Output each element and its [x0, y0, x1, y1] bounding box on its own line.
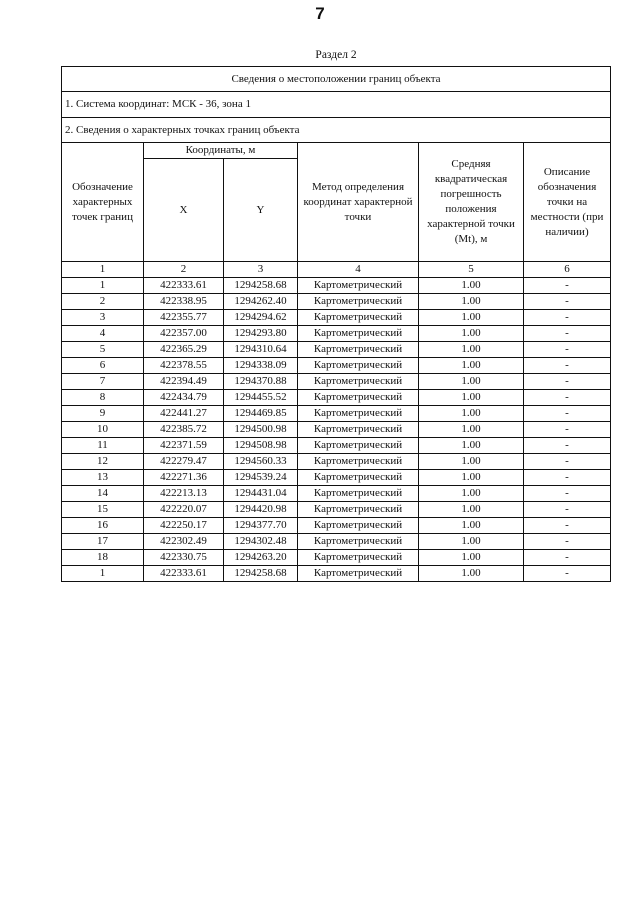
cell-x: 422441.27 — [144, 406, 224, 422]
cell-x: 422385.72 — [144, 422, 224, 438]
cell-x: 422302.49 — [144, 534, 224, 550]
cell-y: 1294377.70 — [224, 518, 298, 534]
table-row — [62, 310, 611, 326]
cell-description: - — [524, 566, 611, 582]
boundary-points-table — [61, 66, 611, 582]
table-row — [62, 422, 611, 438]
header-method: Метод определения координат характерной точки — [298, 143, 419, 262]
cell-method: Картометрический — [298, 278, 419, 294]
cell-method: Картометрический — [298, 470, 419, 486]
cell-y: 1294302.48 — [224, 534, 298, 550]
cell-error: 1.00 — [419, 550, 524, 566]
cell-method: Картометрический — [298, 406, 419, 422]
cell-point-number: 14 — [62, 486, 144, 502]
table-banner: Сведения о местоположении границ объекта — [62, 67, 611, 92]
cell-description: - — [524, 518, 611, 534]
cell-error: 1.00 — [419, 438, 524, 454]
cell-x: 422365.29 — [144, 342, 224, 358]
cell-error: 1.00 — [419, 278, 524, 294]
cell-y: 1294293.80 — [224, 326, 298, 342]
cell-error: 1.00 — [419, 342, 524, 358]
cell-point-number: 5 — [62, 342, 144, 358]
cell-error: 1.00 — [419, 358, 524, 374]
cell-error: 1.00 — [419, 374, 524, 390]
cell-description: - — [524, 454, 611, 470]
column-number: 6 — [524, 262, 611, 278]
table-row — [62, 454, 611, 470]
cell-point-number: 10 — [62, 422, 144, 438]
cell-point-number: 16 — [62, 518, 144, 534]
table-row — [62, 438, 611, 454]
cell-method: Картометрический — [298, 294, 419, 310]
table-row — [62, 550, 611, 566]
cell-point-number: 17 — [62, 534, 144, 550]
cell-point-number: 11 — [62, 438, 144, 454]
cell-point-number: 15 — [62, 502, 144, 518]
header-point-designation: Обозначение характерных точек границ — [62, 143, 144, 262]
cell-point-number: 12 — [62, 454, 144, 470]
cell-description: - — [524, 310, 611, 326]
cell-point-number: 9 — [62, 406, 144, 422]
cell-description: - — [524, 406, 611, 422]
table-row — [62, 390, 611, 406]
cell-x: 422279.47 — [144, 454, 224, 470]
table-row — [62, 294, 611, 310]
cell-description: - — [524, 550, 611, 566]
cell-error: 1.00 — [419, 406, 524, 422]
coordinate-system-line: 1. Система координат: МСК - 36, зона 1 — [62, 92, 611, 118]
cell-error: 1.00 — [419, 486, 524, 502]
cell-point-number: 1 — [62, 566, 144, 582]
cell-error: 1.00 — [419, 518, 524, 534]
cell-error: 1.00 — [419, 502, 524, 518]
cell-y: 1294338.09 — [224, 358, 298, 374]
cell-x: 422250.17 — [144, 518, 224, 534]
header-x: X — [144, 159, 224, 262]
cell-error: 1.00 — [419, 390, 524, 406]
cell-y: 1294560.33 — [224, 454, 298, 470]
column-number: 1 — [62, 262, 144, 278]
cell-x: 422333.61 — [144, 278, 224, 294]
cell-y: 1294500.98 — [224, 422, 298, 438]
cell-y: 1294539.24 — [224, 470, 298, 486]
cell-method: Картометрический — [298, 342, 419, 358]
cell-y: 1294310.64 — [224, 342, 298, 358]
cell-method: Картометрический — [298, 374, 419, 390]
cell-method: Картометрический — [298, 534, 419, 550]
cell-y: 1294294.62 — [224, 310, 298, 326]
table-row — [62, 374, 611, 390]
cell-description: - — [524, 326, 611, 342]
table-row — [62, 278, 611, 294]
table-row — [62, 534, 611, 550]
cell-error: 1.00 — [419, 326, 524, 342]
cell-method: Картометрический — [298, 438, 419, 454]
table-row — [62, 358, 611, 374]
cell-error: 1.00 — [419, 454, 524, 470]
cell-method: Картометрический — [298, 358, 419, 374]
table-row — [62, 406, 611, 422]
cell-description: - — [524, 294, 611, 310]
cell-error: 1.00 — [419, 534, 524, 550]
cell-y: 1294508.98 — [224, 438, 298, 454]
cell-description: - — [524, 422, 611, 438]
cell-error: 1.00 — [419, 566, 524, 582]
table-row — [62, 518, 611, 534]
cell-x: 422378.55 — [144, 358, 224, 374]
cell-description: - — [524, 502, 611, 518]
cell-description: - — [524, 390, 611, 406]
column-number: 4 — [298, 262, 419, 278]
cell-point-number: 1 — [62, 278, 144, 294]
cell-method: Картометрический — [298, 422, 419, 438]
header-error: Средняя квадратическая погрешность положения характерной точки (Mt), м — [419, 143, 524, 262]
cell-method: Картометрический — [298, 326, 419, 342]
cell-description: - — [524, 438, 611, 454]
cell-point-number: 18 — [62, 550, 144, 566]
cell-x: 422330.75 — [144, 550, 224, 566]
cell-method: Картометрический — [298, 486, 419, 502]
cell-x: 422220.07 — [144, 502, 224, 518]
cell-description: - — [524, 534, 611, 550]
cell-error: 1.00 — [419, 470, 524, 486]
cell-method: Картометрический — [298, 518, 419, 534]
cell-x: 422355.77 — [144, 310, 224, 326]
cell-method: Картометрический — [298, 550, 419, 566]
cell-point-number: 7 — [62, 374, 144, 390]
cell-x: 422213.13 — [144, 486, 224, 502]
table-row — [62, 342, 611, 358]
cell-method: Картометрический — [298, 390, 419, 406]
cell-point-number: 3 — [62, 310, 144, 326]
cell-description: - — [524, 342, 611, 358]
table-row — [62, 470, 611, 486]
cell-x: 422394.49 — [144, 374, 224, 390]
cell-point-number: 8 — [62, 390, 144, 406]
table-row — [62, 486, 611, 502]
column-number: 3 — [224, 262, 298, 278]
cell-x: 422434.79 — [144, 390, 224, 406]
characteristic-points-line: 2. Сведения о характерных точках границ объекта — [62, 118, 611, 143]
cell-description: - — [524, 486, 611, 502]
cell-x: 422338.95 — [144, 294, 224, 310]
column-number: 2 — [144, 262, 224, 278]
cell-method: Картометрический — [298, 502, 419, 518]
cell-description: - — [524, 374, 611, 390]
column-number: 5 — [419, 262, 524, 278]
table-row — [62, 566, 611, 582]
header-description: Описание обозначения точки на местности (при наличии) — [524, 143, 611, 262]
cell-point-number: 4 — [62, 326, 144, 342]
cell-y: 1294455.52 — [224, 390, 298, 406]
header-coordinates: Координаты, м — [144, 143, 298, 159]
cell-description: - — [524, 278, 611, 294]
cell-y: 1294370.88 — [224, 374, 298, 390]
header-y: Y — [224, 159, 298, 262]
cell-y: 1294469.85 — [224, 406, 298, 422]
cell-method: Картометрический — [298, 454, 419, 470]
cell-point-number: 6 — [62, 358, 144, 374]
cell-y: 1294431.04 — [224, 486, 298, 502]
cell-y: 1294258.68 — [224, 566, 298, 582]
cell-error: 1.00 — [419, 294, 524, 310]
cell-point-number: 2 — [62, 294, 144, 310]
table-row — [62, 502, 611, 518]
cell-method: Картометрический — [298, 310, 419, 326]
cell-point-number: 13 — [62, 470, 144, 486]
table-row — [62, 326, 611, 342]
cell-description: - — [524, 470, 611, 486]
section-title: Раздел 2 — [315, 49, 357, 61]
cell-x: 422371.59 — [144, 438, 224, 454]
cell-x: 422271.36 — [144, 470, 224, 486]
cell-y: 1294420.98 — [224, 502, 298, 518]
cell-error: 1.00 — [419, 310, 524, 326]
cell-y: 1294263.20 — [224, 550, 298, 566]
page-number: 7 — [315, 4, 325, 23]
cell-x: 422333.61 — [144, 566, 224, 582]
column-number-row — [62, 262, 611, 278]
cell-x: 422357.00 — [144, 326, 224, 342]
cell-y: 1294262.40 — [224, 294, 298, 310]
cell-method: Картометрический — [298, 566, 419, 582]
cell-description: - — [524, 358, 611, 374]
cell-y: 1294258.68 — [224, 278, 298, 294]
cell-error: 1.00 — [419, 422, 524, 438]
